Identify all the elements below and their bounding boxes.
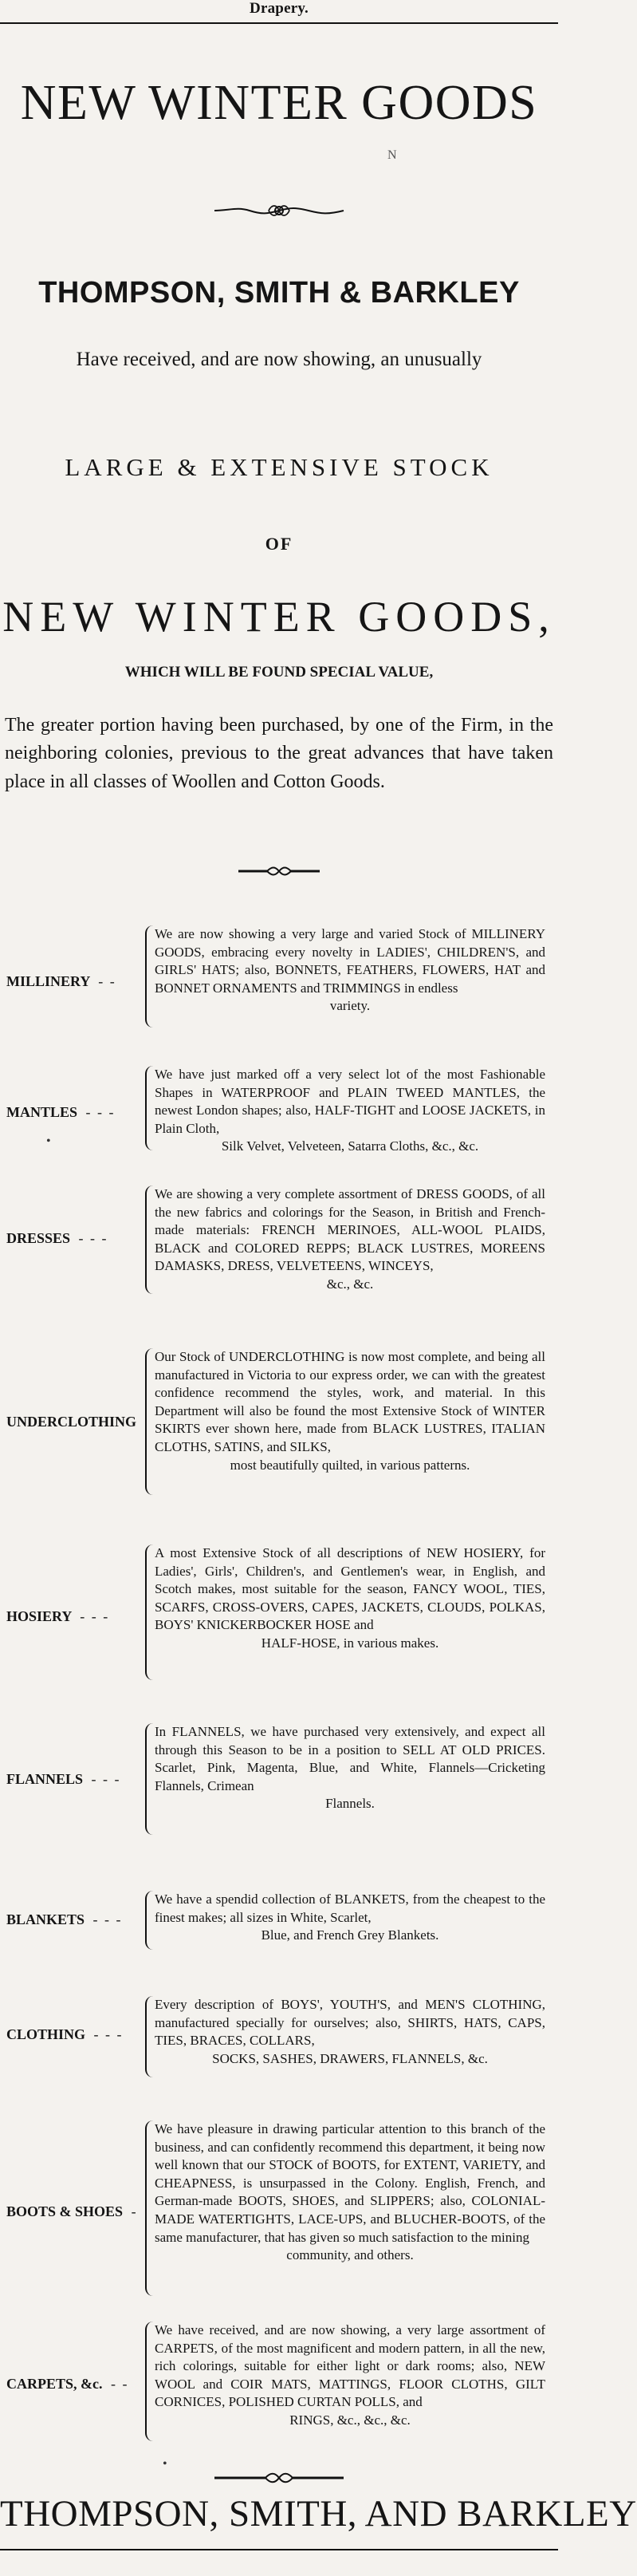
category-label: [6, 1414, 142, 1430]
category-description: [155, 1891, 545, 1945]
category-tail: Blue, and French Grey Blankets.: [261, 1927, 439, 1943]
category-body: We have a spendid collection of BLANKETS, from the cheapest to the finest makes; all sizes in White, Scarlet,: [155, 1892, 545, 1925]
category-body: A most Extensive Stock of all descriptions of NEW HOSIERY, for Ladies', Girls', Children's, and Gentlemen's wear, in English, and Scotch makes, most suitable for the season, FANCY WOOL, TIES, SCARFS, CROSS-OVERS, CAPES, JACKETS, CLOUDS, POLKAS, BOYS' KNICKERBOCKER HOSE and: [155, 1545, 545, 1633]
category-carpets: [0, 2322, 558, 2441]
category-description: [155, 925, 545, 1016]
category-description: [155, 2120, 545, 2265]
headline-mark: N: [387, 148, 397, 162]
intro-line: Have received, and are now showing, an unusually: [76, 349, 482, 370]
section-label: Drapery.: [250, 0, 309, 17]
category-tail: HALF-HOSE, in various makes.: [261, 1635, 439, 1651]
category-dashes: - - -: [92, 1911, 123, 1927]
headline-title: NEW WINTER GOODS: [20, 76, 538, 130]
summary-paragraph: The greater portion having been purchased, by one of the Firm, in the neighboring colonies, previous to the great advances that have taken place in all classes of Woollen and Cotton Goods.: [5, 715, 553, 792]
category-tail: most beautifully quilted, in various patterns.: [230, 1457, 470, 1473]
category-label-text: CARPETS, &c.: [6, 2376, 103, 2392]
category-label: [6, 1771, 142, 1788]
category-dashes: - -: [111, 2376, 129, 2392]
category-label: [6, 2376, 142, 2393]
category-tail: community, and others.: [286, 2247, 414, 2263]
category-label: [6, 1230, 142, 1247]
category-boots-shoes: [0, 2120, 558, 2296]
category-description: [155, 1996, 545, 2068]
category-blankets: [0, 1891, 558, 1950]
category-dashes: - - -: [91, 1771, 121, 1787]
margin-dot: •: [46, 1134, 51, 1148]
header-ornament: [211, 203, 347, 219]
divider-ornament: [235, 866, 323, 876]
category-dashes: - - -: [93, 2026, 124, 2042]
category-body: We have pleasure in drawing particular attention to this branch of the business, and can confidently recommend this department, it being now well known that our STOCK of BOOTS, for EXTENT, VARIETY, and CHEAPNESS, is unsurpassed in the Colony. English, French, and German-made BOOTS, SHOES, and SLIPPERS; also, COLONIAL-MADE WATERTIGHTS, LACE-UPS, and BLUCHER-BOOTS, of the same manufacturer, that has given so much satisfaction to the mining: [155, 2121, 545, 2245]
category-tail: SOCKS, SASHES, DRAWERS, FLANNELS, &c.: [212, 2050, 488, 2066]
special-value-line: WHICH WILL BE FOUND SPECIAL VALUE,: [124, 664, 434, 680]
category-tail: Flannels.: [325, 1796, 375, 1812]
category-dashes: - - -: [85, 1104, 116, 1120]
category-body: We are now showing a very large and varied Stock of MILLINERY GOODS, embracing every novelty in LADIES', CHILDREN'S, and GIRLS' HATS; also, BONNETS, FEATHERS, FLOWERS, HAT and BONNET ORNAMENTS and TRIMMINGS in endless: [155, 926, 545, 996]
category-body: We are showing a very complete assortment of DRESS GOODS, of all the new fabrics and colorings for the Season, in British and French-made materials: FRENCH MERINOES, ALL-WOOL PLAIDS, BLACK and COLORED REPPS; BLACK LUSTRES, MOREENS DAMASKS, DRESS, VELVETEENS, WINCEYS,: [155, 1186, 545, 1274]
of-line: OF: [265, 534, 293, 554]
bottom-rule: [0, 2549, 558, 2550]
footer-ornament: [211, 2471, 347, 2484]
category-label: [6, 1104, 142, 1121]
category-label: [6, 973, 142, 990]
category-description: [155, 1066, 545, 1156]
category-tail: Silk Velvet, Velveteen, Satarra Cloths, &c., &c.: [221, 1138, 479, 1154]
category-label-text: CLOTHING: [6, 2026, 86, 2042]
category-dashes: - - -: [80, 1608, 110, 1624]
category-body: Our Stock of UNDERCLOTHING is now most complete, and being all manufactured in Victoria to our express order, we can with the greatest confidence recommend the styles, work, and material. In this Department will also be found the most Extensive Stock of WINTER SKIRTS ever shown here, made from BLACK LUSTRES, ITALIAN CLOTHS, SATINS, and SILKS,: [155, 1349, 545, 1455]
category-label: [6, 2203, 142, 2220]
category-label: [6, 1911, 142, 1928]
winter-goods-line: NEW WINTER GOODS,: [2, 593, 556, 641]
category-description: [155, 2322, 545, 2430]
category-description: [155, 1544, 545, 1653]
category-body: We have just marked off a very select lot of the most Fashionable Shapes in WATERPROOF and PLAIN TWEED MANTLES, the newest London shapes; also, HALF-TIGHT and LOOSE JACKETS, in Plain Cloth,: [155, 1067, 545, 1136]
category-label-text: HOSIERY: [6, 1608, 72, 1624]
category-label: [6, 1608, 142, 1625]
category-dashes: -: [131, 2203, 138, 2219]
category-label-text: MILLINERY: [6, 973, 90, 989]
firm-title: THOMPSON, SMITH & BARKLEY: [38, 276, 520, 310]
category-body: Every description of BOYS', YOUTH'S, and MEN'S CLOTHING, manufactured specially for ourselves; also, SHIRTS, HATS, CAPS, TIES, BRACES, COLLARS,: [155, 1997, 545, 2049]
category-tail: variety.: [329, 998, 371, 1014]
category-description: [155, 1723, 545, 1813]
category-hosiery: [0, 1544, 558, 1680]
category-body: We have received, and are now showing, a very large assortment of CARPETS, of the most magnificent and modern pattern, in all the new, rich colorings, suitable for either light or dark rooms; also, NEW WOOL and COIR MATS, MATTINGS, FLOOR CLOTHS, GILT CORNICES, POLISHED CURTAN POLLS, and: [155, 2322, 545, 2410]
small-mark: •: [163, 2457, 167, 2471]
top-rule: [0, 22, 558, 24]
category-label-text: DRESSES: [6, 1230, 71, 1246]
category-description: [155, 1348, 545, 1474]
category-label: [6, 2026, 142, 2043]
category-label-text: BLANKETS: [6, 1911, 85, 1927]
category-millinery: [0, 925, 558, 1031]
category-flannels: [0, 1723, 558, 1835]
category-tail: RINGS, &c., &c., &c.: [289, 2412, 411, 2428]
category-label-text: FLANNELS: [6, 1771, 84, 1787]
category-clothing: [0, 1996, 558, 2077]
category-underclothing: [0, 1348, 558, 1495]
category-dashes: - -: [98, 973, 116, 989]
category-body: In FLANNELS, we have purchased very extensively, and expect all through this Season to be in a position to SELL AT OLD PRICES. Scarlet, Pink, Magenta, Blue, and White, Flannels—Cricketing Flannels, Crimean: [155, 1724, 545, 1793]
footer-title: THOMPSON, SMITH, AND BARKLEY: [0, 2493, 637, 2535]
category-label-text: BOOTS & SHOES: [6, 2203, 124, 2219]
stock-line: LARGE & EXTENSIVE STOCK: [65, 453, 493, 481]
category-dresses: [0, 1185, 558, 1294]
category-description: [155, 1185, 545, 1294]
category-mantles: [0, 1066, 558, 1154]
category-label-text: MANTLES: [6, 1104, 78, 1120]
category-dashes: - - -: [78, 1230, 108, 1246]
category-tail: &c., &c.: [326, 1276, 374, 1292]
category-label-text: UNDERCLOTHING: [6, 1414, 137, 1430]
